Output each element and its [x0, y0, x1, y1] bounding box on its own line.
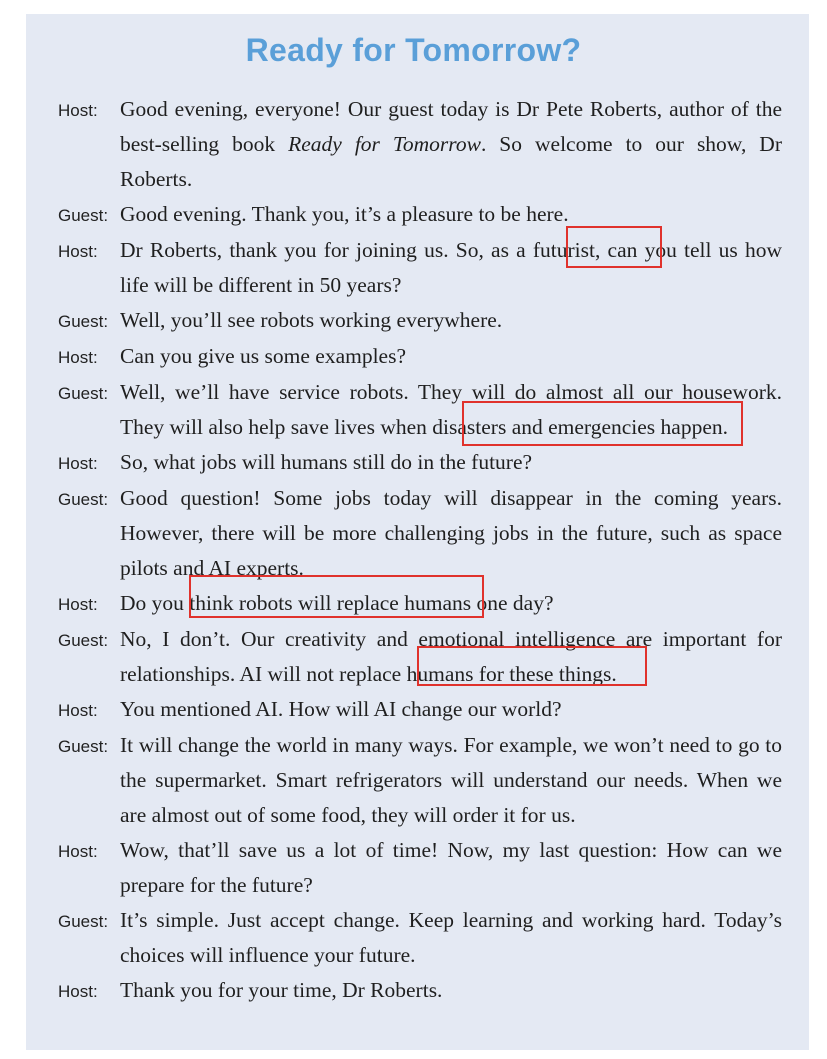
dialogue-turn — [58, 833, 782, 903]
speaker-label: Host: — [58, 595, 98, 614]
speaker-label: Guest: — [58, 737, 109, 756]
turn-text: Can you give us some examples? — [120, 344, 407, 368]
turn-text-after: . So welcome to our show, Dr Roberts. — [120, 132, 782, 191]
dialogue-turn — [58, 692, 782, 728]
speaker-label: Guest: — [58, 312, 109, 331]
highlight-box-emotional-intelligence — [417, 646, 647, 686]
turn-text: Thank you for your time, Dr Roberts. — [120, 978, 443, 1002]
highlight-box-disasters-and-emergencies — [462, 401, 743, 446]
turn-text — [120, 92, 782, 197]
speaker-label: Guest: — [58, 912, 109, 931]
page-title: Ready for Tomorrow? — [245, 32, 582, 68]
speaker-label: Host: — [58, 982, 98, 1001]
speaker-label: Guest: — [58, 631, 109, 650]
speaker-label: Host: — [58, 242, 98, 261]
turn-text-before: Good evening, everyone! Our guest today is Dr Pete Roberts, author of the best-selling book — [120, 97, 782, 156]
book-title: Ready for Tomorrow — [288, 132, 481, 156]
turn-text: Well, we’ll have service robots. They will do almost all our housework. They will also help save lives when disasters and emergencies happen. — [120, 380, 782, 439]
dialogue-turn — [58, 233, 782, 303]
dialogue — [58, 92, 782, 1009]
dialogue-turn — [58, 197, 782, 233]
turn-text: Good question! Some jobs today will disappear in the coming years. However, there will be more challenging jobs in the future, such as space pilots and AI experts. — [120, 486, 782, 580]
dialogue-turn — [58, 445, 782, 481]
highlight-box-space-pilots-and-ai-experts — [189, 575, 484, 618]
turn-text: It’s simple. Just accept change. Keep learning and working hard. Today’s choices will influence your future. — [120, 908, 782, 967]
speaker-label: Host: — [58, 101, 98, 120]
speaker-label: Guest: — [58, 206, 109, 225]
speaker-label: Host: — [58, 842, 98, 861]
turn-text: Do you think robots will replace humans one day? — [120, 591, 554, 615]
speaker-label: Guest: — [58, 384, 109, 403]
turn-text: No, I don’t. Our creativity and emotional intelligence are important for relationships. AI will not replace humans for these things. — [120, 627, 782, 686]
dialogue-turn — [58, 903, 782, 973]
turn-text: Wow, that’ll save us a lot of time! Now, my last question: How can we prepare for the future? — [120, 838, 782, 897]
turn-text: Well, you’ll see robots working everywhere. — [120, 308, 503, 332]
dialogue-turn — [58, 481, 782, 586]
speaker-label: Guest: — [58, 490, 109, 509]
turn-text: You mentioned AI. How will AI change our world? — [120, 697, 562, 721]
turn-text: Good evening. Thank you, it’s a pleasure to be here. — [120, 202, 569, 226]
highlight-box-futurist — [566, 226, 662, 268]
speaker-label: Host: — [58, 348, 98, 367]
speaker-label: Host: — [58, 701, 98, 720]
dialogue-turn — [58, 973, 782, 1009]
dialogue-turn — [58, 92, 782, 197]
speaker-label: Host: — [58, 454, 98, 473]
dialogue-turn — [58, 728, 782, 833]
dialogue-turn — [58, 339, 782, 375]
dialogue-turn — [58, 303, 782, 339]
turn-text: Dr Roberts, thank you for joining us. So, as a futurist, can you tell us how life will be different in 50 years? — [120, 238, 782, 297]
turn-text: It will change the world in many ways. For example, we won’t need to go to the supermarket. Smart refrigerators will understand our needs. When we are almost out of some food, they will order it for us. — [120, 733, 782, 827]
turn-text: So, what jobs will humans still do in the future? — [120, 450, 533, 474]
